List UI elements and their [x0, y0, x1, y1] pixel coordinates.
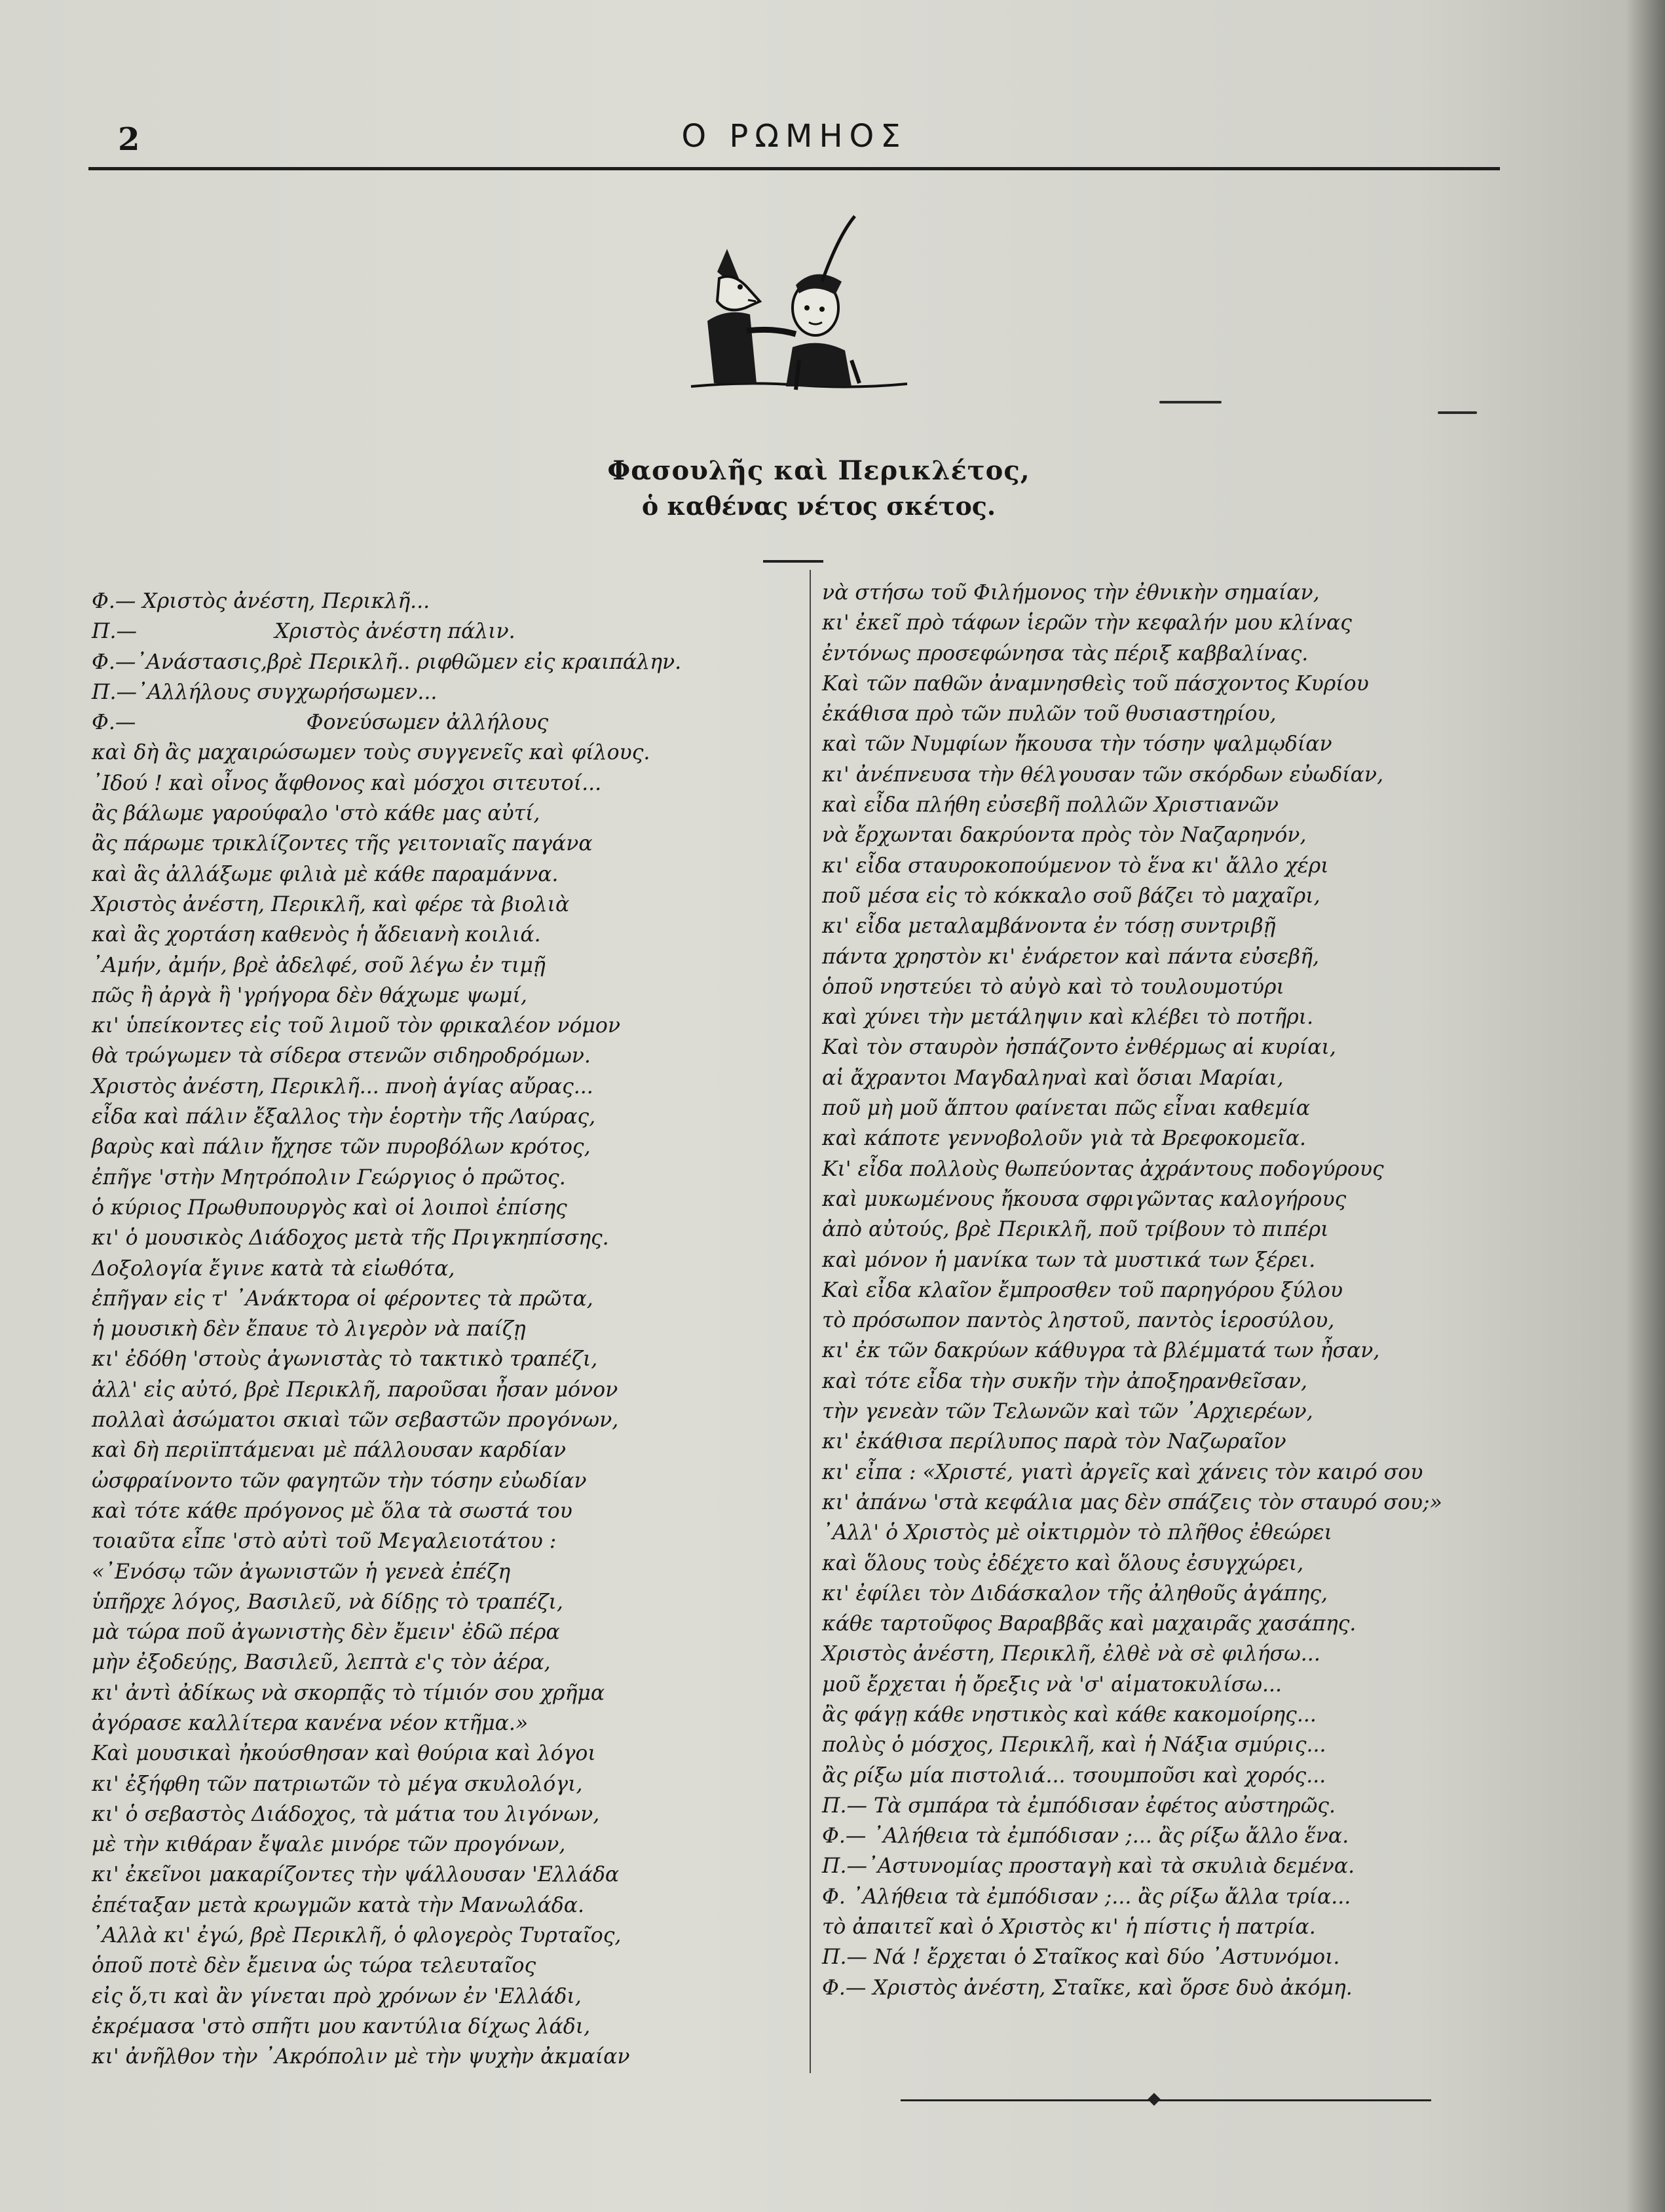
- verse-line: καὶ χύνει τὴν μετάληψιν καὶ κλέβει τὸ ποτῆρι.: [822, 1005, 1314, 1030]
- verse-line: εἶδα καὶ πάλιν ἔξαλλος τὴν ἑορτὴν τῆς Λαύρας,: [92, 1105, 596, 1129]
- verse-line: εἰς ὅ,τι καὶ ἂν γίνεται πρὸ χρόνων ἐν 'Ελλάδι,: [92, 1984, 582, 2008]
- verse-line: Καὶ εἶδα κλαῖον ἔμπροσθεν τοῦ παρηγόρου ξύλου: [822, 1278, 1343, 1302]
- verse-line: καὶ τότε εἶδα τὴν συκῆν τὴν ἀποξηρανθεῖσαν,: [822, 1369, 1308, 1393]
- verse-line: βαρὺς καὶ πάλιν ἤχησε τῶν πυροβόλων κρότος,: [92, 1135, 591, 1159]
- verse-line: ᾿Αλλὰ κι' ἐγώ, βρὲ Περικλῆ, ὁ φλογερὸς Τυρταῖος,: [92, 1924, 622, 1948]
- verse-line: ποῦ μὴ μοῦ ἅπτου φαίνεται πῶς εἶναι καθεμία: [822, 1097, 1311, 1121]
- verse-line: ἐκάθισα πρὸ τῶν πυλῶν τοῦ θυσιαστηρίου,: [822, 702, 1277, 726]
- verse-line: καὶ ἂς χορτάση καθενὸς ἡ ἄδειανὴ κοιλιά.: [92, 923, 541, 947]
- verse-line: ἂς βάλωμε γαρούφαλο 'στὸ κάθε μας αὐτί,: [92, 802, 540, 826]
- verse-line: τὸ πρόσωπον παντὸς ληστοῦ, παντὸς ἱεροσύλου,: [822, 1309, 1335, 1333]
- verse-line: καὶ μυκωμένους ἤκουσα σφριγῶντας καλογήρους: [822, 1187, 1347, 1211]
- verse-line: ᾿Αμήν, ἀμήν, βρὲ ἀδελφέ, σοῦ λέγω ἐν τιμῇ: [92, 953, 546, 977]
- verse-line: νὰ στήσω τοῦ Φιλήμονος τὴν ἐθνικὴν σημαίαν,: [822, 581, 1320, 605]
- verse-line: Κι' εἶδα πολλοὺς θωπεύοντας ἀχράντους ποδογύρους: [822, 1157, 1384, 1181]
- verse-line: καὶ ὅλους τοὺς ἐδέχετο καὶ ὅλους ἐσυγχώρει,: [822, 1551, 1304, 1575]
- verse-line: κι' ὁ μουσικὸς Διάδοχος μετὰ τῆς Πριγκηπίσσης.: [92, 1226, 609, 1250]
- verse-line: κι' ἐξήφθη τῶν πατριωτῶν τὸ μέγα σκυλολόγι,: [92, 1772, 583, 1796]
- verse-line: ἀπὸ αὐτούς, βρὲ Περικλῆ, ποῦ τρίβουν τὸ πιπέρι: [822, 1218, 1329, 1242]
- verse-line: Π.— Τὰ σμπάρα τὰ ἐμπόδισαν ἐφέτος αὐστηρῶς.: [822, 1793, 1336, 1818]
- verse-line: νὰ ἔρχωνται δακρύοντα πρὸς τὸν Ναζαρηνόν,: [822, 823, 1307, 848]
- verse-line: θὰ τρώγωμεν τὰ σίδερα στενῶν σιδηροδρόμων.: [92, 1044, 591, 1068]
- verse-line: ἂς ρίξω μία πιστολιά... τσουμποῦσι καὶ χορός...: [822, 1763, 1326, 1788]
- verse-line: καὶ ἂς ἀλλάξωμε φιλιὰ μὲ κάθε παραμάννα.: [92, 862, 559, 886]
- verse-line: καὶ δὴ ἂς μαχαιρώσωμεν τοὺς συγγενεῖς καὶ φίλους.: [92, 741, 650, 765]
- verse-line: Π.— Νά ! ἔρχεται ὁ Σταῖκος καὶ δύο ᾿Αστυνόμοι.: [822, 1945, 1340, 1970]
- verse-line: καὶ δὴ περιϊπτάμεναι μὲ πάλλουσαν καρδίαν: [92, 1438, 567, 1463]
- verse-line: «᾿Ενόσῳ τῶν ἀγωνιστῶν ἡ γενεὰ ἐπέζη: [92, 1560, 511, 1584]
- verse-line: Καὶ τὸν σταυρὸν ἠσπάζοντο ἐνθέρμως αἱ κυρίαι,: [822, 1036, 1336, 1060]
- verse-line: Φ.— Χριστὸς ἀνέστη, Σταῖκε, καὶ ὅρσε δυὸ ἀκόμη.: [822, 1976, 1353, 2000]
- verse-line: ἡ μουσικὴ δὲν ἔπαυε τὸ λιγερὸν νὰ παίζῃ: [92, 1317, 526, 1341]
- verse-line: Φ.— ᾿Αλήθεια τὰ ἐμπόδισαν ;... ἂς ρίξω ἄλλο ἕνα.: [822, 1824, 1349, 1848]
- end-rule: [901, 2099, 1431, 2101]
- verse-line: κι' εἶπα : «Χριστέ, γιατὶ ἀργεῖς καὶ χάνεις τὸν καιρό σου: [822, 1460, 1423, 1484]
- verse-line: Χριστὸς ἀνέστη, Περικλῆ... πνοὴ ἁγίας αὔρας...: [92, 1074, 593, 1098]
- verse-line: μοῦ ἔρχεται ἡ ὄρεξις νὰ 'σ' αἱματοκυλίσω...: [822, 1672, 1282, 1696]
- verse-line: ὁποῦ ποτὲ δὲν ἔμεινα ὡς τώρα τελευταῖος: [92, 1954, 536, 1978]
- verse-line: μὴν ἐξοδεύῃς, Βασιλεῦ, λεπτὰ ε'ς τὸν ἀέρα,: [92, 1651, 551, 1675]
- verse-line: κι' εἶδα σταυροκοπούμενον τὸ ἕνα κι' ἄλλο χέρι: [822, 853, 1329, 878]
- book-spine-shadow: [1626, 0, 1665, 2212]
- verse-line: Χριστὸς ἀνέστη, Περικλῆ, ἐλθὲ νὰ σὲ φιλήσω...: [822, 1642, 1320, 1666]
- verse-line: Φ.— Χριστὸς ἀνέστη, Περικλῆ...: [92, 590, 430, 613]
- verse-line: καὶ μόνον ἡ μανίκα των τὰ μυστικά των ξέρει.: [822, 1248, 1316, 1272]
- verse-line: ἐπῆγε 'στὴν Μητρόπολιν Γεώργιος ὁ πρῶτος.: [92, 1165, 566, 1190]
- verse-line: ἐντόνως προσεφώνησα τὰς πέριξ καββαλίνας.: [822, 641, 1309, 665]
- verse-line: Π.— Χριστὸς ἀνέστη πάλιν.: [92, 620, 515, 644]
- verse-line: κάθε ταρτοῦφος Βαραββᾶς καὶ μαχαιρᾶς χασάπης.: [822, 1612, 1356, 1636]
- verse-line: Φ. ᾿Αλήθεια τὰ ἐμπόδισαν ;... ἂς ρίξω ἄλλα τρία...: [822, 1884, 1351, 1909]
- verse-line: Φ.—᾿Ανάστασις,βρὲ Περικλῆ.. ριφθῶμεν εἰς κραιπάλην.: [92, 650, 682, 674]
- verse-line: Καὶ μουσικαὶ ἠκούσθησαν καὶ θούρια καὶ λόγοι: [92, 1742, 596, 1766]
- verse-line: κι' εἶδα μεταλαμβάνοντα ἐν τόσῃ συντριβῇ: [822, 914, 1276, 939]
- verse-line: κι' ἐκεῖ πρὸ τάφων ἱερῶν τὴν κεφαλήν μου κλίνας: [822, 611, 1352, 635]
- verse-line: αἱ ἄχραντοι Μαγδαληναὶ καὶ ὅσιαι Μαρίαι,: [822, 1066, 1284, 1090]
- verse-line: κι' ἀνέπνευσα τὴν θέλγουσαν τῶν σκόρδων εὐωδίαν,: [822, 762, 1384, 787]
- article-title: [393, 455, 1244, 521]
- verse-line: κι' ἐκ τῶν δακρύων κάθυγρα τὰ βλέμματά των ἦσαν,: [822, 1339, 1380, 1363]
- verse-line: Φ.— Φονεύσωμεν ἀλλήλους: [92, 711, 549, 735]
- title-rule: [763, 560, 823, 563]
- verse-line: κι' ἐκάθισα περίλυπος παρὰ τὸν Ναζωραῖον: [822, 1430, 1286, 1454]
- verse-line: Π.—᾿Αστυνομίας προσταγὴ καὶ τὰ σκυλιὰ δεμένα.: [822, 1854, 1355, 1879]
- verse-line: πολὺς ὁ μόσχος, Περικλῆ, καὶ ἡ Νάξια σμύρις...: [822, 1733, 1326, 1757]
- right-column: [822, 578, 1523, 2003]
- caricature-drawing: [688, 210, 910, 406]
- ink-mark: [1438, 411, 1477, 414]
- caricature-illustration: [688, 210, 910, 406]
- title-line-1: Φασουλῆς καὶ Περικλέτος,: [607, 455, 1030, 486]
- verse-line: κι' ἐδόθη 'στοὺς ἀγωνιστὰς τὸ τακτικὸ τραπέζι,: [92, 1347, 598, 1372]
- verse-line: καὶ κάποτε γεννοβολοῦν γιὰ τὰ Βρεφοκομεῖα.: [822, 1127, 1307, 1151]
- verse-line: καὶ εἶδα πλήθη εὐσεβῆ πολλῶν Χριστιανῶν: [822, 793, 1279, 817]
- verse-line: ὁποῦ νηστεύει τὸ αὐγὸ καὶ τὸ τουλουμοτύρι: [822, 975, 1284, 999]
- verse-line: μὲ τὴν κιθάραν ἔψαλε μινόρε τῶν προγόνων,: [92, 1833, 566, 1857]
- verse-line: κι' ὁ σεβαστὸς Διάδοχος, τὰ μάτια του λιγόνων,: [92, 1802, 600, 1826]
- verse-line: τὸ ἀπαιτεῖ καὶ ὁ Χριστὸς κι' ἡ πίστις ἡ πατρία.: [822, 1915, 1316, 1940]
- verse-line: Δοξολογία ἔγινε κατὰ τὰ εἰωθότα,: [92, 1256, 455, 1281]
- verse-line: τὴν γενεὰν τῶν Τελωνῶν καὶ τῶν ᾿Αρχιερέων,: [822, 1400, 1313, 1424]
- title-line-2: ὁ καθένας νέτος σκέτος.: [641, 491, 996, 521]
- verse-line: κι' ὑπείκοντες εἰς τοῦ λιμοῦ τὸν φρικαλέον νόμον: [92, 1014, 621, 1038]
- verse-line: κι' ἀπάνω 'στὰ κεφάλια μας δὲν σπάζεις τὸν σταυρό σου;»: [822, 1490, 1442, 1514]
- verse-line: κι' ἀντὶ ἀδίκως νὰ σκορπᾷς τὸ τίμιόν σου χρῆμα: [92, 1681, 605, 1705]
- verse-line: πῶς ἢ ἀργὰ ἢ 'γρήγορα δὲν θάχωμε ψωμί,: [92, 983, 527, 1007]
- verse-line: κι' ἐφίλει τὸν Διδάσκαλον τῆς ἀληθοῦς ἀγάπης,: [822, 1581, 1328, 1605]
- verse-line: ἐπέταξαν μετὰ κρωγμῶν κατὰ τὴν Μανωλάδα.: [92, 1893, 585, 1917]
- verse-line: ἐπῆγαν εἰς τ' ᾿Ανάκτορα οἱ φέροντες τὰ πρῶτα,: [92, 1286, 593, 1311]
- verse-line: ἂς πάρωμε τρικλίζοντες τῆς γειτονιαῖς παγάνα: [92, 832, 593, 856]
- verse-line: ὁ κύριος Πρωθυπουργὸς καὶ οἱ λοιποὶ ἐπίσης: [92, 1195, 567, 1220]
- header-rule: [88, 167, 1500, 170]
- verse-line: ἂς φάγῃ κάθε νηστικὸς καὶ κάθε κακομοίρης...: [822, 1702, 1317, 1727]
- masthead-title: Ο ΡΩΜΗΟΣ: [681, 118, 907, 155]
- verse-line: μὰ τώρα ποῦ ἀγωνιστὴς δὲν ἔμειν' ἐδῶ πέρα: [92, 1621, 560, 1645]
- verse-line: πάντα χρηστὸν κι' ἐνάρετον καὶ πάντα εὐσεβῆ,: [822, 945, 1320, 969]
- verse-line: κι' ἀνῆλθον τὴν ᾿Ακρόπολιν μὲ τὴν ψυχὴν ἀκμαίαν: [92, 2045, 630, 2069]
- verse-line: τοιαῦτα εἶπε 'στὸ αὐτὶ τοῦ Μεγαλειοτάτου :: [92, 1529, 557, 1554]
- verse-line: ὑπῆρχε λόγος, Βασιλεῦ, νὰ δίδῃς τὸ τραπέζι,: [92, 1590, 563, 1614]
- ink-mark: [1159, 401, 1222, 403]
- page-header: [88, 118, 1500, 164]
- verse-line: ποῦ μέσα εἰς τὸ κόκκαλο σοῦ βάζει τὸ μαχαῖρι,: [822, 884, 1320, 908]
- verse-line: κι' ἐκεῖνοι μακαρίζοντες τὴν ψάλλουσαν 'Ελλάδα: [92, 1863, 620, 1887]
- verse-line: καὶ τῶν Νυμφίων ἤκουσα τὴν τόσην ψαλμῳδίαν: [822, 732, 1332, 757]
- verse-line: Καὶ τῶν παθῶν ἀναμνησθεὶς τοῦ πάσχοντος Κυρίου: [822, 671, 1369, 696]
- verse-line: ἀλλ' εἰς αὐτό, βρὲ Περικλῆ, παροῦσαι ἦσαν μόνον: [92, 1378, 618, 1402]
- column-divider: [810, 570, 811, 2073]
- verse-line: ᾿Αλλ' ὁ Χριστὸς μὲ οἰκτιρμὸν τὸ πλῆθος ἐθεώρει: [822, 1521, 1332, 1545]
- verse-line: ᾿Ιδού ! καὶ οἶνος ἄφθονος καὶ μόσχοι σιτευτοί...: [92, 771, 602, 795]
- verse-line: καὶ τότε κάθε πρόγονος μὲ ὅλα τὰ σωστά του: [92, 1499, 572, 1523]
- verse-line: ἐκρέμασα 'στὸ σπῆτι μου καντύλια δίχως λάδι,: [92, 2014, 591, 2038]
- left-column: [92, 586, 799, 2072]
- verse-line: ὠσφραίνοντο τῶν φαγητῶν τὴν τόσην εὐωδίαν: [92, 1469, 587, 1493]
- page-number: 2: [118, 121, 140, 158]
- verse-line: πολλαὶ ἀσώματοι σκιαὶ τῶν σεβαστῶν προγόνων,: [92, 1408, 619, 1433]
- verse-line: ἀγόρασε καλλίτερα κανένα νέον κτῆμα.»: [92, 1711, 529, 1735]
- verse-line: Χριστὸς ἀνέστη, Περικλῆ, καὶ φέρε τὰ βιολιὰ: [92, 892, 570, 916]
- verse-line: Π.—᾿Αλλήλους συγχωρήσωμεν...: [92, 680, 438, 704]
